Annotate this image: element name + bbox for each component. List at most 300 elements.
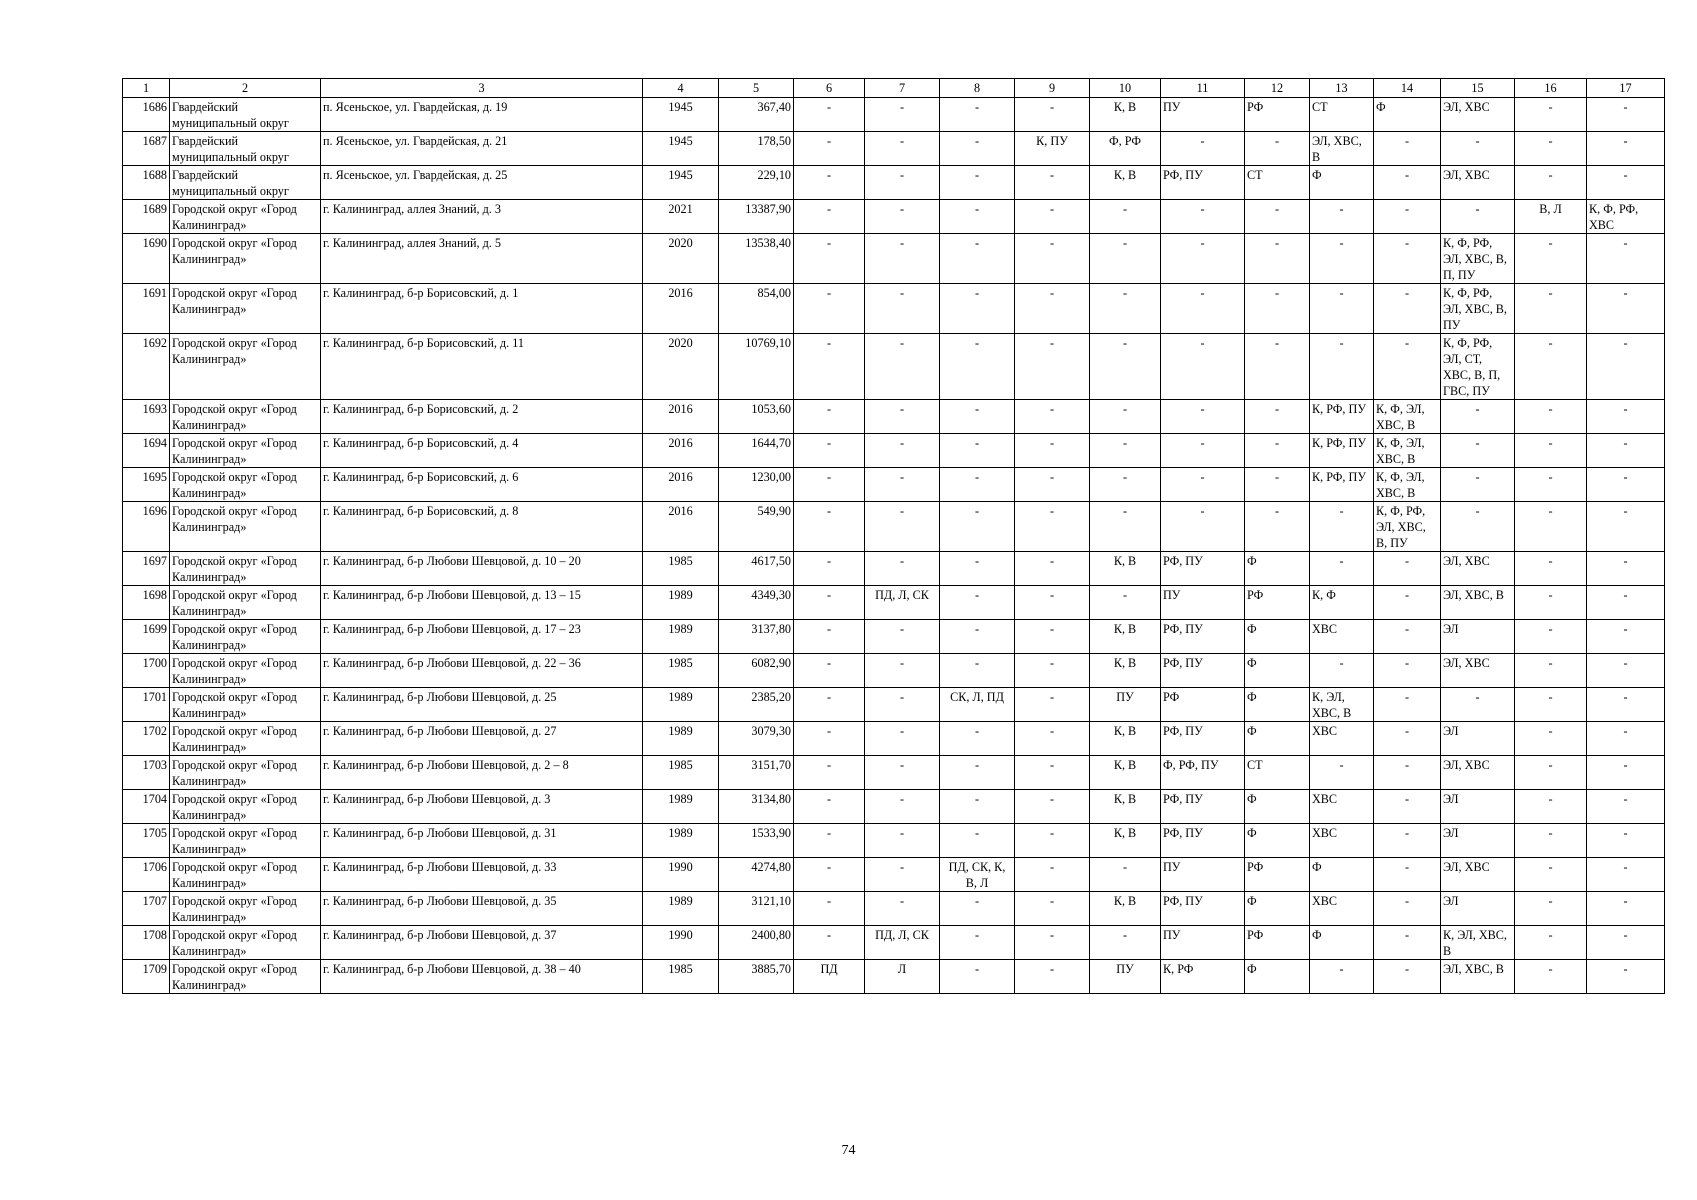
- table-cell: -: [1015, 234, 1090, 284]
- column-header-11: 11: [1161, 79, 1245, 98]
- table-cell: -: [1090, 926, 1161, 960]
- table-cell: РФ: [1245, 98, 1310, 132]
- column-header-15: 15: [1441, 79, 1515, 98]
- table-cell: -: [1015, 200, 1090, 234]
- table-cell: г. Калининград, б-р Любови Шевцовой, д. 2 – 8: [321, 756, 643, 790]
- table-cell: ПД: [794, 960, 865, 994]
- table-cell: -: [1374, 892, 1441, 926]
- table-body: [123, 98, 1665, 994]
- table-cell: К, В: [1090, 892, 1161, 926]
- table-cell: -: [1374, 132, 1441, 166]
- table-cell: -: [1245, 468, 1310, 502]
- table-cell: -: [940, 960, 1015, 994]
- table-cell: -: [1015, 858, 1090, 892]
- table-cell: -: [794, 790, 865, 824]
- table-cell: РФ, ПУ: [1161, 654, 1245, 688]
- table-cell: 6082,90: [719, 654, 794, 688]
- table-cell: 1690: [123, 234, 170, 284]
- table-cell: г. Калининград, б-р Любови Шевцовой, д. 27: [321, 722, 643, 756]
- table-cell: 1700: [123, 654, 170, 688]
- table-cell: -: [794, 200, 865, 234]
- table-cell: 1989: [643, 722, 719, 756]
- table-cell: -: [1374, 166, 1441, 200]
- table-cell: 367,40: [719, 98, 794, 132]
- table-cell: -: [865, 858, 940, 892]
- table-row: [123, 166, 1665, 200]
- table-cell: 549,90: [719, 502, 794, 552]
- table-cell: -: [1587, 892, 1665, 926]
- table-cell: ЭЛ, ХВС, В: [1441, 960, 1515, 994]
- table-cell: РФ: [1245, 586, 1310, 620]
- table-cell: -: [1374, 824, 1441, 858]
- table-cell: -: [1587, 334, 1665, 400]
- table-cell: ПУ: [1090, 688, 1161, 722]
- table-row: [123, 200, 1665, 234]
- table-cell: -: [1587, 468, 1665, 502]
- column-header-14: 14: [1374, 79, 1441, 98]
- table-cell: -: [1515, 98, 1587, 132]
- table-cell: 1985: [643, 756, 719, 790]
- table-row: [123, 434, 1665, 468]
- table-cell: ЭЛ: [1441, 824, 1515, 858]
- table-cell: -: [940, 892, 1015, 926]
- table-cell: -: [1015, 960, 1090, 994]
- table-cell: -: [865, 824, 940, 858]
- column-header-13: 13: [1310, 79, 1374, 98]
- table-cell: -: [1015, 824, 1090, 858]
- table-cell: -: [1374, 790, 1441, 824]
- table-cell: -: [940, 132, 1015, 166]
- table-cell: -: [1090, 334, 1161, 400]
- table-cell: -: [794, 552, 865, 586]
- table-row: [123, 688, 1665, 722]
- table-cell: 4349,30: [719, 586, 794, 620]
- table-cell: -: [1015, 926, 1090, 960]
- table-cell: 1533,90: [719, 824, 794, 858]
- table-cell: г. Калининград, б-р Борисовский, д. 1: [321, 284, 643, 334]
- table-cell: 1985: [643, 960, 719, 994]
- table-cell: РФ, ПУ: [1161, 824, 1245, 858]
- table-cell: 1707: [123, 892, 170, 926]
- table-cell: -: [865, 132, 940, 166]
- table-cell: -: [940, 790, 1015, 824]
- table-cell: -: [794, 284, 865, 334]
- table-row: [123, 334, 1665, 400]
- table-cell: Городской округ «Город Калининград»: [170, 756, 321, 790]
- table-cell: -: [865, 166, 940, 200]
- table-cell: К, В: [1090, 98, 1161, 132]
- table-cell: -: [1161, 234, 1245, 284]
- table-cell: -: [794, 586, 865, 620]
- table-cell: -: [865, 620, 940, 654]
- table-cell: 3151,70: [719, 756, 794, 790]
- table-cell: -: [1515, 756, 1587, 790]
- table-cell: -: [1161, 502, 1245, 552]
- table-cell: -: [1015, 400, 1090, 434]
- table-cell: -: [1310, 200, 1374, 234]
- table-cell: -: [1587, 790, 1665, 824]
- table-cell: -: [1587, 824, 1665, 858]
- table-cell: 1985: [643, 654, 719, 688]
- table-cell: 1709: [123, 960, 170, 994]
- table-cell: ЭЛ, ХВС, В: [1441, 586, 1515, 620]
- table-cell: К, РФ: [1161, 960, 1245, 994]
- table-cell: 2016: [643, 434, 719, 468]
- table-cell: г. Калининград, аллея Знаний, д. 3: [321, 200, 643, 234]
- table-cell: -: [1587, 654, 1665, 688]
- table-cell: 1691: [123, 284, 170, 334]
- table-cell: -: [1587, 166, 1665, 200]
- table-cell: ХВС: [1310, 722, 1374, 756]
- table-cell: 3121,10: [719, 892, 794, 926]
- table-cell: -: [794, 824, 865, 858]
- table-cell: -: [1090, 468, 1161, 502]
- table-cell: -: [865, 688, 940, 722]
- table-cell: п. Ясеньское, ул. Гвардейская, д. 25: [321, 166, 643, 200]
- table-cell: -: [940, 284, 1015, 334]
- table-cell: РФ, ПУ: [1161, 552, 1245, 586]
- table-cell: Гвардейский муниципальный округ: [170, 98, 321, 132]
- table-row: [123, 926, 1665, 960]
- table-cell: Городской округ «Город Калининград»: [170, 926, 321, 960]
- table-cell: г. Калининград, б-р Любови Шевцовой, д. 37: [321, 926, 643, 960]
- table-cell: -: [865, 790, 940, 824]
- table-cell: -: [1374, 926, 1441, 960]
- table-cell: Городской округ «Город Калининград»: [170, 334, 321, 400]
- table-cell: ХВС: [1310, 892, 1374, 926]
- table-row: [123, 790, 1665, 824]
- table-cell: -: [1374, 756, 1441, 790]
- table-cell: ПД, Л, СК: [865, 926, 940, 960]
- column-header-7: 7: [865, 79, 940, 98]
- table-cell: 1693: [123, 400, 170, 434]
- table-cell: -: [794, 400, 865, 434]
- table-cell: ЭЛ, ХВС: [1441, 166, 1515, 200]
- table-cell: -: [1015, 468, 1090, 502]
- table-cell: -: [865, 284, 940, 334]
- table-cell: -: [1515, 234, 1587, 284]
- column-header-2: 2: [170, 79, 321, 98]
- table-cell: 1989: [643, 824, 719, 858]
- table-cell: ЭЛ, ХВС: [1441, 654, 1515, 688]
- table-cell: 2016: [643, 468, 719, 502]
- table-cell: -: [1515, 166, 1587, 200]
- table-cell: -: [1090, 234, 1161, 284]
- table-cell: -: [1587, 132, 1665, 166]
- table-cell: -: [1587, 926, 1665, 960]
- table-cell: -: [1374, 858, 1441, 892]
- table-cell: Городской округ «Город Калининград»: [170, 552, 321, 586]
- table-cell: -: [1015, 434, 1090, 468]
- table-cell: К, ЭЛ, ХВС, В: [1441, 926, 1515, 960]
- table-cell: -: [1587, 434, 1665, 468]
- table-cell: 3079,30: [719, 722, 794, 756]
- table-cell: К, Ф, РФ, ЭЛ, ХВС, В, П, ПУ: [1441, 234, 1515, 284]
- table-cell: 1990: [643, 858, 719, 892]
- table-cell: 2016: [643, 284, 719, 334]
- table-cell: 1945: [643, 98, 719, 132]
- table-cell: -: [1015, 654, 1090, 688]
- table-cell: 1989: [643, 688, 719, 722]
- table-cell: -: [1374, 960, 1441, 994]
- table-cell: г. Калининград, б-р Борисовский, д. 4: [321, 434, 643, 468]
- table-cell: ХВС: [1310, 790, 1374, 824]
- table-cell: -: [794, 722, 865, 756]
- table-cell: 1698: [123, 586, 170, 620]
- table-cell: Городской округ «Город Калининград»: [170, 234, 321, 284]
- table-cell: 1708: [123, 926, 170, 960]
- table-cell: -: [865, 654, 940, 688]
- table-cell: 1989: [643, 790, 719, 824]
- table-cell: -: [940, 552, 1015, 586]
- table-cell: -: [865, 334, 940, 400]
- table-cell: ЭЛ, ХВС: [1441, 552, 1515, 586]
- table-cell: РФ, ПУ: [1161, 166, 1245, 200]
- table-cell: -: [1515, 892, 1587, 926]
- table-cell: -: [1161, 334, 1245, 400]
- table-cell: -: [1090, 284, 1161, 334]
- table-cell: Ф: [1245, 722, 1310, 756]
- table-cell: РФ, ПУ: [1161, 620, 1245, 654]
- column-header-12: 12: [1245, 79, 1310, 98]
- table-cell: -: [1515, 960, 1587, 994]
- table-cell: Городской округ «Город Калининград»: [170, 468, 321, 502]
- table-cell: г. Калининград, б-р Любови Шевцовой, д. 31: [321, 824, 643, 858]
- table-cell: -: [1161, 284, 1245, 334]
- table-cell: г. Калининград, б-р Любови Шевцовой, д. 25: [321, 688, 643, 722]
- table-cell: 1945: [643, 166, 719, 200]
- table-cell: 3885,70: [719, 960, 794, 994]
- table-cell: Ф: [1245, 960, 1310, 994]
- table-cell: 178,50: [719, 132, 794, 166]
- table-cell: -: [940, 722, 1015, 756]
- table-cell: -: [865, 756, 940, 790]
- table-cell: Городской округ «Город Калининград»: [170, 400, 321, 434]
- table-cell: -: [794, 166, 865, 200]
- table-cell: -: [865, 434, 940, 468]
- table-cell: 13387,90: [719, 200, 794, 234]
- table-cell: Городской округ «Город Калининград»: [170, 586, 321, 620]
- table-cell: -: [1587, 502, 1665, 552]
- table-cell: -: [1161, 400, 1245, 434]
- table-cell: -: [1587, 98, 1665, 132]
- table-cell: ЭЛ, ХВС: [1441, 98, 1515, 132]
- table-cell: К, В: [1090, 654, 1161, 688]
- column-header-9: 9: [1015, 79, 1090, 98]
- table-cell: -: [1515, 926, 1587, 960]
- table-cell: -: [1015, 790, 1090, 824]
- table-cell: 10769,10: [719, 334, 794, 400]
- table-cell: -: [940, 166, 1015, 200]
- table-cell: Ф, РФ, ПУ: [1161, 756, 1245, 790]
- table-cell: 854,00: [719, 284, 794, 334]
- table-cell: -: [1090, 586, 1161, 620]
- table-cell: Городской округ «Город Калининград»: [170, 620, 321, 654]
- table-cell: п. Ясеньское, ул. Гвардейская, д. 21: [321, 132, 643, 166]
- header-row: [123, 79, 1665, 98]
- table-cell: К, РФ, ПУ: [1310, 468, 1374, 502]
- table-cell: г. Калининград, б-р Любови Шевцовой, д. 38 – 40: [321, 960, 643, 994]
- table-cell: К, Ф, ЭЛ, ХВС, В: [1374, 400, 1441, 434]
- table-cell: 1701: [123, 688, 170, 722]
- table-row: [123, 132, 1665, 166]
- table-cell: ХВС: [1310, 620, 1374, 654]
- table-cell: г. Калининград, б-р Борисовский, д. 11: [321, 334, 643, 400]
- column-header-10: 10: [1090, 79, 1161, 98]
- table-cell: К, ЭЛ, ХВС, В: [1310, 688, 1374, 722]
- table-cell: -: [1015, 334, 1090, 400]
- table-cell: -: [1587, 858, 1665, 892]
- table-cell: -: [1245, 502, 1310, 552]
- table-cell: 2016: [643, 502, 719, 552]
- table-cell: -: [1515, 688, 1587, 722]
- table-cell: 3137,80: [719, 620, 794, 654]
- table-cell: ЭЛ: [1441, 892, 1515, 926]
- table-row: [123, 756, 1665, 790]
- table-row: [123, 400, 1665, 434]
- table-cell: 1990: [643, 926, 719, 960]
- table-cell: -: [1515, 722, 1587, 756]
- table-cell: -: [865, 468, 940, 502]
- table-row: [123, 722, 1665, 756]
- table-cell: -: [794, 926, 865, 960]
- table-cell: -: [794, 620, 865, 654]
- table-cell: СТ: [1245, 756, 1310, 790]
- table-cell: 1704: [123, 790, 170, 824]
- table-cell: г. Калининград, б-р Борисовский, д. 8: [321, 502, 643, 552]
- table-cell: -: [1441, 132, 1515, 166]
- table-cell: -: [1441, 502, 1515, 552]
- table-cell: -: [940, 400, 1015, 434]
- housing-register-table: [122, 78, 1665, 994]
- table-cell: -: [1310, 960, 1374, 994]
- table-cell: РФ, ПУ: [1161, 892, 1245, 926]
- table-cell: -: [1515, 468, 1587, 502]
- table-cell: -: [1515, 586, 1587, 620]
- page-number: 74: [841, 1143, 856, 1158]
- table-cell: -: [1310, 654, 1374, 688]
- table-row: [123, 502, 1665, 552]
- table-cell: -: [1245, 132, 1310, 166]
- table-cell: РФ: [1245, 926, 1310, 960]
- table-cell: 1644,70: [719, 434, 794, 468]
- table-cell: -: [1015, 586, 1090, 620]
- table-cell: ЭЛ, ХВС, В: [1310, 132, 1374, 166]
- table-cell: -: [1245, 334, 1310, 400]
- table-cell: СТ: [1310, 98, 1374, 132]
- table-row: [123, 824, 1665, 858]
- table-cell: 4274,80: [719, 858, 794, 892]
- table-cell: 1688: [123, 166, 170, 200]
- table-cell: -: [1374, 334, 1441, 400]
- table-cell: 229,10: [719, 166, 794, 200]
- table-cell: 1989: [643, 620, 719, 654]
- table-cell: ЭЛ: [1441, 790, 1515, 824]
- table-cell: 1695: [123, 468, 170, 502]
- table-cell: К, ПУ: [1015, 132, 1090, 166]
- table-cell: -: [940, 756, 1015, 790]
- table-cell: -: [1587, 688, 1665, 722]
- table-cell: 1989: [643, 586, 719, 620]
- table-cell: Городской округ «Город Калининград»: [170, 434, 321, 468]
- table-cell: -: [1015, 620, 1090, 654]
- table-cell: -: [1515, 552, 1587, 586]
- table-cell: г. Калининград, б-р Любови Шевцовой, д. 17 – 23: [321, 620, 643, 654]
- table-cell: -: [1310, 552, 1374, 586]
- table-cell: -: [1310, 334, 1374, 400]
- table-cell: 1945: [643, 132, 719, 166]
- table-cell: К, В: [1090, 790, 1161, 824]
- table-cell: -: [1515, 434, 1587, 468]
- table-cell: -: [1161, 468, 1245, 502]
- table-cell: ХВС: [1310, 824, 1374, 858]
- table-cell: -: [794, 334, 865, 400]
- table-cell: 2020: [643, 334, 719, 400]
- table-cell: -: [1587, 960, 1665, 994]
- table-cell: -: [865, 502, 940, 552]
- table-cell: К, Ф, РФ, ЭЛ, СТ, ХВС, В, П, ГВС, ПУ: [1441, 334, 1515, 400]
- table-cell: 1692: [123, 334, 170, 400]
- column-header-6: 6: [794, 79, 865, 98]
- table-cell: ПУ: [1161, 98, 1245, 132]
- table-cell: -: [1245, 234, 1310, 284]
- table-cell: -: [1587, 234, 1665, 284]
- table-cell: -: [794, 688, 865, 722]
- table-cell: г. Калининград, б-р Любови Шевцовой, д. 13 – 15: [321, 586, 643, 620]
- table-row: [123, 586, 1665, 620]
- table-cell: -: [865, 892, 940, 926]
- table-cell: В, Л: [1515, 200, 1587, 234]
- table-cell: -: [794, 892, 865, 926]
- table-cell: -: [1374, 586, 1441, 620]
- table-cell: К, В: [1090, 722, 1161, 756]
- table-cell: -: [1090, 858, 1161, 892]
- table-cell: К, В: [1090, 552, 1161, 586]
- table-cell: -: [1515, 620, 1587, 654]
- table-cell: 1989: [643, 892, 719, 926]
- table-cell: г. Калининград, б-р Борисовский, д. 2: [321, 400, 643, 434]
- table-cell: -: [1515, 858, 1587, 892]
- table-cell: Гвардейский муниципальный округ: [170, 132, 321, 166]
- table-cell: г. Калининград, б-р Любови Шевцовой, д. 33: [321, 858, 643, 892]
- table-cell: -: [794, 502, 865, 552]
- table-cell: К, В: [1090, 620, 1161, 654]
- table-cell: -: [794, 132, 865, 166]
- table-row: [123, 654, 1665, 688]
- table-cell: г. Калининград, б-р Борисовский, д. 6: [321, 468, 643, 502]
- table-cell: К, Ф: [1310, 586, 1374, 620]
- table-cell: -: [1374, 688, 1441, 722]
- table-cell: -: [794, 756, 865, 790]
- table-cell: -: [1441, 434, 1515, 468]
- table-cell: Городской округ «Город Калининград»: [170, 824, 321, 858]
- table-cell: Городской округ «Город Калининград»: [170, 502, 321, 552]
- table-cell: РФ, ПУ: [1161, 722, 1245, 756]
- table-cell: -: [1515, 132, 1587, 166]
- table-cell: К, Ф, РФ, ХВС: [1587, 200, 1665, 234]
- table-cell: -: [940, 586, 1015, 620]
- table-cell: Л: [865, 960, 940, 994]
- table-cell: -: [940, 434, 1015, 468]
- table-cell: -: [1310, 502, 1374, 552]
- table-cell: Ф, РФ: [1090, 132, 1161, 166]
- table-cell: РФ, ПУ: [1161, 790, 1245, 824]
- table-cell: 1699: [123, 620, 170, 654]
- column-header-17: 17: [1587, 79, 1665, 98]
- table-cell: -: [1245, 400, 1310, 434]
- table-cell: -: [1374, 284, 1441, 334]
- column-header-4: 4: [643, 79, 719, 98]
